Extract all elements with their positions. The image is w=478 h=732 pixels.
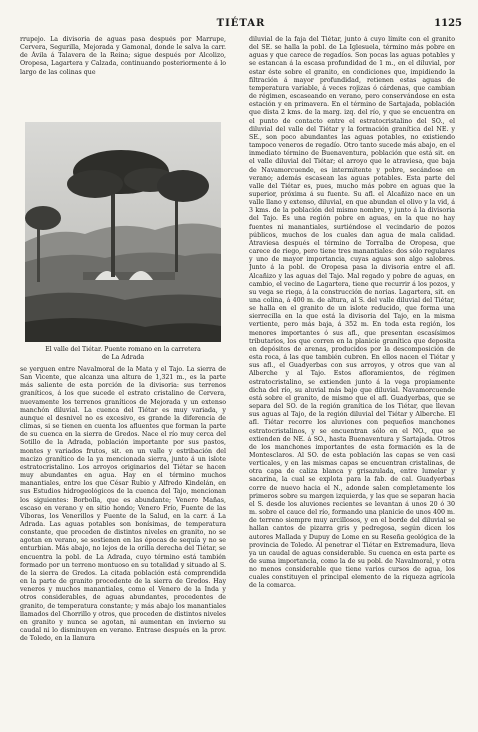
left-intro-paragraph: rrupejo. La divisoria de aguas pasa después por Marrupe, Cervera, Segurilla, Mejorada y Gamonal, donde le salva la carr. de Ávila á Talavera de la Reina; sigue después por Alcolizo, Oropesa, Lagartera y Calzada, continuando posteriormente á lo largo de las colinas que: [20, 36, 226, 76]
running-title: TIÉTAR: [216, 18, 266, 29]
figure: [25, 122, 221, 364]
page-header: [20, 18, 462, 32]
left-body-paragraph: se yerguen entre Navalmoral de la Mata y el Tajo. La sierra de San Vicente, que alcanza una altura de 1,321 m., es la parte más saliente de esta porción de la divisoria: sus terrenos graníticos, á los que sucede el estrato cristalino de Cervera, nuevamente los terrenos graníticos de Mejorada y un extenso manchón diluvial. La cuenca del Tiétar es muy variada, y aunque el desnivel no es excesivo, es grande la diferencia de climas, si se tienen en cuenta los afluentes que forman la parte de su cuenca en la sierra de Gredos. Nace el río muy cerca del Sotillo de la Adrada, población importante por sus pastos, montes y variados frutos, sit. en un valle y estribación del macizo granítico de la ya mencionada sierra, junto á un islote estratocristalino. Los arroyos originarios del Tiétar se hacen muy abundantes en agua. Hay en el término muchos manantiales, entre los que César Rubio y Alfredo Kindelán, en sus Estudios hidrogeológicos de la cuenca del Tajo, mencionan los siguientes: Borbolla, que es abundante; Venero Mañas, escaso en verano y en sitio hondo; Venero Frío, Fuente de las Víboras, los Venerillos y Fuente de la Salud, en la carr. á La Adrada. Las aguas potables son bonísimas, de temperatura constante, que proceden de distintos niveles en granito, no se agotan en verano, se sostienen en las épocas de sequía y no se enturbian. Más abajo, no lejos de la orilla derecha del Tiétar, se encuentra la pobl. de La Adrada, cuyo término está también formado por un terreno montuoso en su totalidad y situado al S. de la sierra de Gredos. La citada población está comprendida en la parte de granito procedente de la sierra de Gredos. Hay veneros y muchos manantiales, como el Venero de la Inda y otros considerables, de aguas abundantes, procedentes de granito, de temperatura constante; y más abajo los manantiales llamados del Chorrillo y otros, que proceden de distintos niveles en granito y nunca se agotan, ni aumentan en invierno su caudal ni lo disminuyen en verano. Entrase después en la prov. de Toledo, en la llanura: [20, 366, 226, 643]
page-number: 1125: [434, 18, 462, 29]
photograph-valley-roman-bridge: [25, 122, 221, 342]
figure-caption-line-2: de La Adrada: [101, 354, 145, 361]
figure-caption-line-1: El valle del Tiétar. Puente romano en la carretera: [45, 346, 201, 353]
right-column: [249, 36, 455, 718]
left-column: [20, 36, 226, 718]
right-body-paragraph: diluvial de la faja del Tiétar, junto á cuyo límite con el granito del SE. se halla la pobl. de La Iglesuela, término más pobre en aguas y que carece de regadíos. Son pocas las aguas potables y se estancan á la escasa profundidad de 1 m., en el diluvial, por estar éste sobre el granito, en condiciones que, impidiendo la filtración á mayor profundidad, retienen estas aguas de temperatura variable, á veces rojizas ó cárdenas, que cambian de régimen, escaseando en verano, pero conservándose en esta estación y en primavera. En el término de Sartajada, población que dista 2 kms. de la marg. izq. del río, y que se encuentra en el punto de contacto entre el estratocristalino del SO., el diluvial del valle del Tiétar y la formación granítica del NE. y SE., son poco abundantes las aguas potables, no existiendo tampoco veneros de regadío. Otro tanto sucede más abajo, en el inmediato término de Buenaventura, población que está sit. en el valle diluvial del Tiétar; el arroyo que le atraviesa, que baja de Navamorcuende, es intermitente y pobre, secándose en verano; además escasean las aguas potables. Esta parte del valle del Tiétar es, pues, mucho más pobre en aguas que la superior, próxima á su fuente. Su afl. el Alcañizo nace en un valle llano y extenso, diluvial, en que abundan el olivo y la vid, á 3 kms. de la población del mismo nombre, y junto á la divisoria del Tajo. Es una región pobre en aguas, en la que no hay fuentes ni manantiales, surtiéndose el vecindario de pozos públicos, muchos de los cuales dan agua de mala calidad. Atraviesa después el término de Torralba de Oropesa, que carece de riego, pero tiene tres manantiales: dos sólo regulares y uno de mayor importancia, cuyas aguas son algo salobres. Junto á la pobl. de Oropesa pasa la divisoria entre el afl. Alcañizo y las aguas del Tajo. Mal regado y pobre de aguas, en cambio, el vecino de Lagartera, tiene que recurrir á los pozos, y su vega se riega, á la construcción de norias. Lagartera, sit. en una colina, á 400 m. de altura, al S. del valle diluvial del Tiétar, se halla en el granito de un islote reducido, que forma una sierrecilla en la que está la divisoria del Tajo, en la misma vertiente, pero más baja, á 352 m. En toda esta región, los menores importantes ó sus afl., que presentan escasísimos tributarios, los que corren en la planicie granítica que deposita en depósitos de arenas, producidos por la descomposición de esta roca, á las que también cubren. En ellos nacen el Tiétar y sus afl., el Guadyerbas con sus arroyos, y otros que van al Alberche y al Tajo. Estos afloramientos, de régimen estratocristalino, se extienden junto á la vega propiamente dicha del río, su aluvial más bajo que diluvial. Navamorcuende está sobre el granito, de mismo que el afl. Guadyerbas, que se separa del SO. de la región granítica de los Tiétar, que llevan sus aguas al Tajo, de la región diluvial del Tiétar y Alberche. El afl. Tiétar recorre los aluviones con pequeños manchones estratocristalinos, y se encuentran sólo en el NO., que se extienden de NE. á SO., hasta Buenaventura y Sartajada. Otros de los manchones importantes de esta formación es la de Montesclaros. Al SO. de esta población las capas se ven casi verticales, y en las mismas capas se encuentran cristalinas, de otra capa de caliza blanca y grisazulada, entre lumelar y sacarina, la cual se explota para la fab. de cal. Guadyerbas corre de nuevo hacia el N., adonde salen completamente los primeros sobre su margen izquierda, y las que se separan hacia el S. desde los aluviones recientes se levantan á unos 20 ó 30 m. sobre el cauce del río, formando una planicie de unos 400 m. de terreno siempre muy arcillosos, y en el borde del diluvial se hallan cantos de pizarra gris y pedregosa, según dicen los autores Mallada y Dupuy de Lome en su Reseña geológica de la provincia de Toledo. Al penetrar el Tiétar en Extremadura, lleva ya un caudal de aguas considerable. Su cuenca en esta parte es de suma importancia, como la de su pobl. de Navalmoral, y otra no menos considerable que tiene varios cursos de agua, los cuales constituyen el principal elemento de la riqueza agrícola de la comarca.: [249, 36, 455, 590]
figure-caption: [25, 346, 221, 364]
